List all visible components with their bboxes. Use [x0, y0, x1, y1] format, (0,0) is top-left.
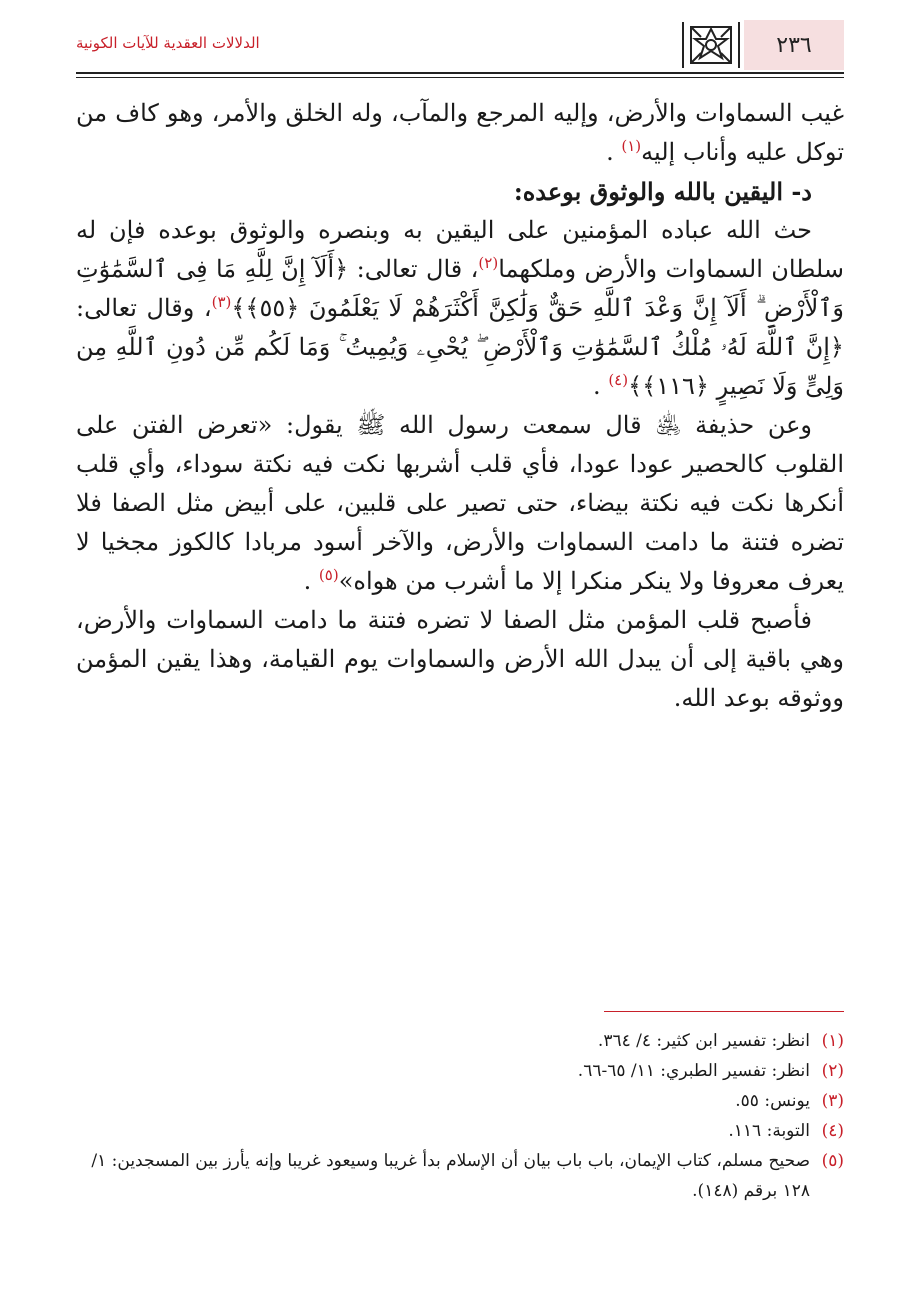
footnote-ref-3: (٣)	[211, 293, 232, 311]
page-number-box	[744, 20, 844, 70]
footnotes	[76, 1026, 844, 1206]
footnote-text: انظر: تفسير الطبري: ١١/ ٦٥-٦٦.	[577, 1061, 810, 1081]
paragraph-3-text: وعن حذيفة ﵁ قال سمعت رسول الله ﷺ يقول: «تعرض الفتن على القلوب كالحصير عودا عودا، فأي قلب أشربها نكت فيه نكتة سوداء، وأي قلب أنكرها نكت فيه نكتة بيضاء، حتى تصير على قلبين، على أبيض مثل الصفا فلا تضره فتنة ما دامت السماوات والأرض، والآخر أسود مربادا كالكوز مجخيا لا يعرف معروفا ولا ينكر منكرا إلا ما أشرب من هواه»	[76, 411, 844, 595]
paragraph-1-text: غيب السماوات والأرض، وإليه المرجع والمآب، وله الخلق والأمر، وهو كاف من توكل عليه وأناب إليه	[76, 99, 844, 166]
footnote-number: (٢)	[821, 1061, 844, 1081]
section-heading: د- اليقين بالله والوثوق بوعده:	[513, 177, 812, 206]
footnote-separator	[604, 1011, 844, 1012]
footnote-text: التوبة: ١١٦.	[728, 1121, 810, 1141]
page-header	[76, 20, 844, 76]
footnote-item	[76, 1116, 844, 1146]
footnote-item	[76, 1146, 844, 1206]
page-number: ٢٣٦	[776, 32, 812, 58]
quran-verse-2: ، وقال تعالى: ﴿إِنَّ ٱللَّهَ لَهُۥ مُلْكُ ٱلسَّمَٰوَٰتِ وَٱلْأَرْضِ ۖ يُحْىِۦ وَيُمِيتُ ۚ وَمَا لَكُم مِّن دُونِ ٱللَّهِ مِن وَلِىٍّ وَلَا نَصِيرٍ ﴿١١٦﴾﴾	[76, 294, 844, 400]
footnote-text: صحيح مسلم، كتاب الإيمان، باب باب بيان أن الإسلام بدأ غريبا وسيعود غريبا وإنه يأرز بين المسجدين: ١/ ١٢٨ برقم (١٤٨).	[91, 1151, 810, 1201]
header-rule-thin	[76, 77, 844, 78]
running-title: الدلالات العقدية للآيات الكونية	[76, 34, 260, 52]
footnote-ref-1: (١)	[621, 137, 642, 155]
footnote-ref-5: (٥)	[318, 566, 339, 584]
footnote-item	[76, 1026, 844, 1056]
footnote-ref-2: (٢)	[478, 254, 499, 272]
footnote-number: (١)	[821, 1031, 844, 1051]
footnote-number: (٥)	[821, 1151, 844, 1171]
footnote-text: يونس: ٥٥.	[735, 1091, 810, 1111]
footnote-item	[76, 1056, 844, 1086]
paragraph-3-end: .	[303, 567, 312, 595]
footnote-number: (٤)	[821, 1121, 844, 1141]
footnote-number: (٣)	[821, 1091, 844, 1111]
paragraph-1-end: .	[606, 138, 614, 166]
footnote-item	[76, 1086, 844, 1116]
footnote-text: انظر: تفسير ابن كثير: ٤/ ٣٦٤.	[597, 1031, 810, 1051]
paragraph-4: فأصبح قلب المؤمن مثل الصفا لا تضره فتنة ما دامت السماوات والأرض، وهي باقية إلى أن يبدل الله الأرض والسماوات يوم القيامة، وهذا يقين المؤمن ووثوقه بوعد الله.	[76, 606, 844, 712]
paragraph-2-text-a: حث الله عباده المؤمنين على اليقين به وبنصره والوثوق بوعده فإن له سلطان السماوات والأرض وملكهما	[76, 216, 844, 283]
main-text	[76, 94, 844, 718]
paragraph-2-end: .	[593, 372, 601, 400]
header-rule	[76, 72, 844, 74]
paragraph-3	[76, 406, 844, 601]
footnote-ref-4: (٤)	[608, 371, 629, 389]
paragraph-1	[76, 94, 844, 172]
paragraph-2	[76, 211, 844, 406]
geometric-star-ornament-icon	[682, 22, 740, 68]
quran-verse-1: ، قال تعالى: ﴿أَلَآ إِنَّ لِلَّهِ مَا فِى ٱلسَّمَٰوَٰتِ وَٱلْأَرْضِ ۗ أَلَآ إِنَّ وَعْدَ ٱللَّهِ حَقٌّ وَلَٰكِنَّ أَكْثَرَهُمْ لَا يَعْلَمُونَ ﴿٥٥﴾﴾	[76, 255, 844, 322]
